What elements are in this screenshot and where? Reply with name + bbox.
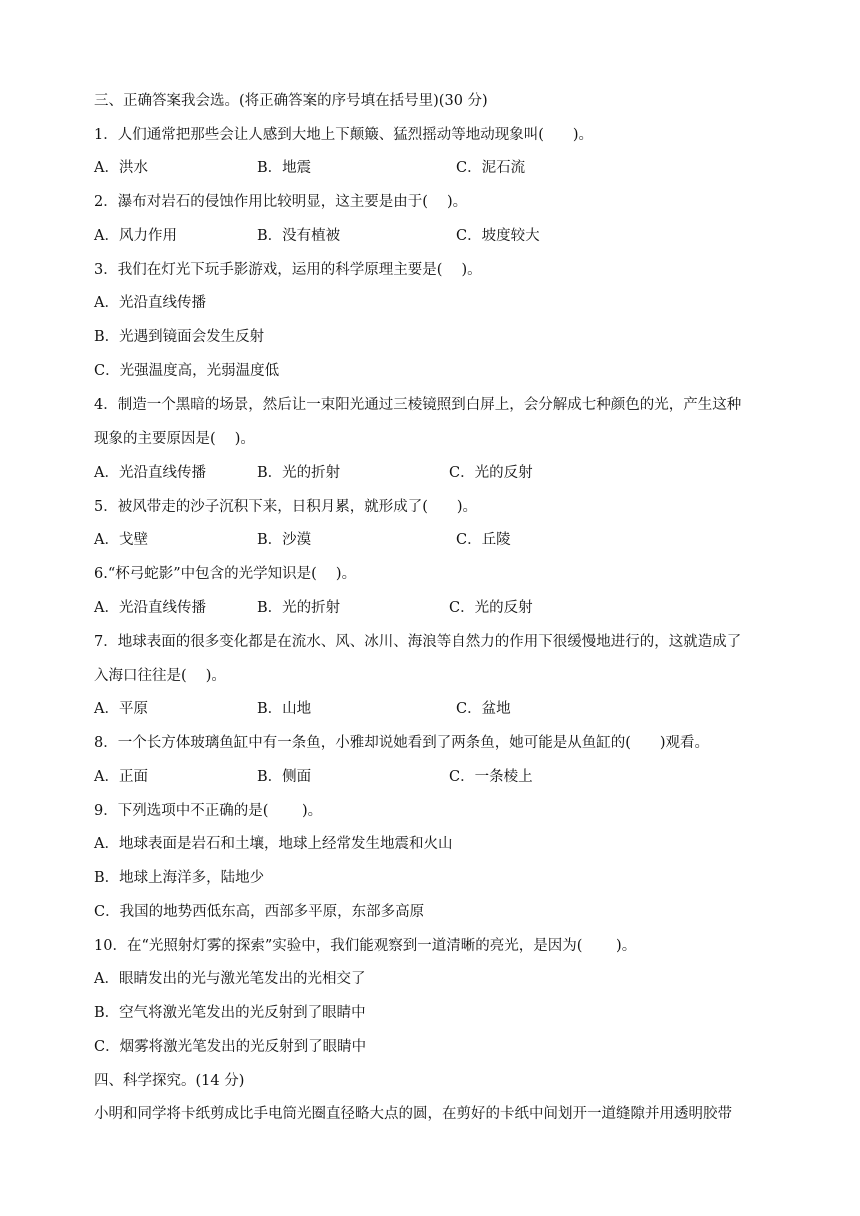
option-a: A．光沿直线传播	[94, 600, 206, 616]
question-10: 10．在“光照射灯雾的探索”实验中，我们能观察到一道清晰的亮光，是因为( )。	[94, 938, 637, 954]
option-a: A．眼睛发出的光与激光笔发出的光相交了	[94, 971, 366, 987]
question-9: 9．下列选项中不正确的是( )。	[94, 803, 323, 819]
question-1: 1．人们通常把那些会让人感到大地上下颠簸、猛烈摇动等地动现象叫( )。	[94, 127, 594, 143]
option-a: A．光沿直线传播	[94, 465, 206, 481]
question-6-options	[94, 598, 794, 618]
option-a: A．正面	[94, 769, 148, 785]
question-2: 2．瀑布对岩石的侵蚀作用比较明显，这主要是由于( )。	[94, 194, 468, 210]
option-b: B．地震	[257, 160, 312, 176]
option-c: C．一条棱上	[449, 769, 533, 785]
option-b: B．光的折射	[257, 600, 341, 616]
option-a: A．光沿直线传播	[94, 295, 206, 311]
section-4-heading: 四、科学探究。(14 分)	[94, 1073, 245, 1089]
option-c: C．光强温度高，光弱温度低	[94, 363, 280, 379]
option-c: C．烟雾将激光笔发出的光反射到了眼睛中	[94, 1039, 367, 1055]
question-4-cont: 现象的主要原因是( )。	[94, 431, 255, 447]
question-5: 5．被风带走的沙子沉积下来，日积月累，就形成了( )。	[94, 499, 478, 515]
question-5-options	[94, 530, 794, 550]
option-a: A．地球表面是岩石和土壤，地球上经常发生地震和火山	[94, 836, 453, 852]
option-c: C．我国的地势西低东高，西部多平原，东部多高原	[94, 904, 425, 920]
option-c: C．丘陵	[456, 532, 511, 548]
option-b: B．光遇到镜面会发生反射	[94, 329, 265, 345]
option-b: B．空气将激光笔发出的光反射到了眼睛中	[94, 1005, 366, 1021]
option-a: A．戈壁	[94, 532, 148, 548]
question-1-options	[94, 158, 794, 178]
option-a: A．平原	[94, 701, 148, 717]
question-2-options	[94, 226, 794, 246]
question-7-cont: 入海口往往是( )。	[94, 668, 226, 684]
question-8-options	[94, 767, 794, 787]
option-c: C．盆地	[456, 701, 511, 717]
option-b: B．光的折射	[257, 465, 341, 481]
question-7: 7．地球表面的很多变化都是在流水、风、冰川、海浪等自然力的作用下很缓慢地进行的，这就造成了	[94, 634, 742, 650]
option-c: C．坡度较大	[456, 228, 540, 244]
question-6: 6.“杯弓蛇影”中包含的光学知识是( )。	[94, 566, 357, 582]
option-c: C．泥石流	[456, 160, 526, 176]
option-b: B．沙漠	[257, 532, 312, 548]
question-3: 3．我们在灯光下玩手影游戏，运用的科学原理主要是( )。	[94, 262, 482, 278]
section-3-heading: 三、正确答案我会选。(将正确答案的序号填在括号里)(30 分)	[94, 93, 488, 109]
option-b: B．侧面	[257, 769, 312, 785]
option-c: C．光的反射	[449, 600, 533, 616]
option-a: A．风力作用	[94, 228, 177, 244]
question-4-options	[94, 463, 794, 483]
option-c: C．光的反射	[449, 465, 533, 481]
option-a: A．洪水	[94, 160, 148, 176]
question-7-options	[94, 699, 794, 719]
question-4: 4．制造一个黑暗的场景，然后让一束阳光通过三棱镜照到白屏上，会分解成七种颜色的光，产生这种	[94, 397, 742, 413]
option-b: B．地球上海洋多，陆地少	[94, 870, 265, 886]
section-4-paragraph: 小明和同学将卡纸剪成比手电筒光圈直径略大点的圆，在剪好的卡纸中间划开一道缝隙并用透明胶带	[94, 1106, 732, 1122]
option-b: B．山地	[257, 701, 312, 717]
question-8: 8．一个长方体玻璃鱼缸中有一条鱼，小雅却说她看到了两条鱼，她可能是从鱼缸的( )观看。	[94, 735, 710, 751]
option-b: B．没有植被	[257, 228, 341, 244]
